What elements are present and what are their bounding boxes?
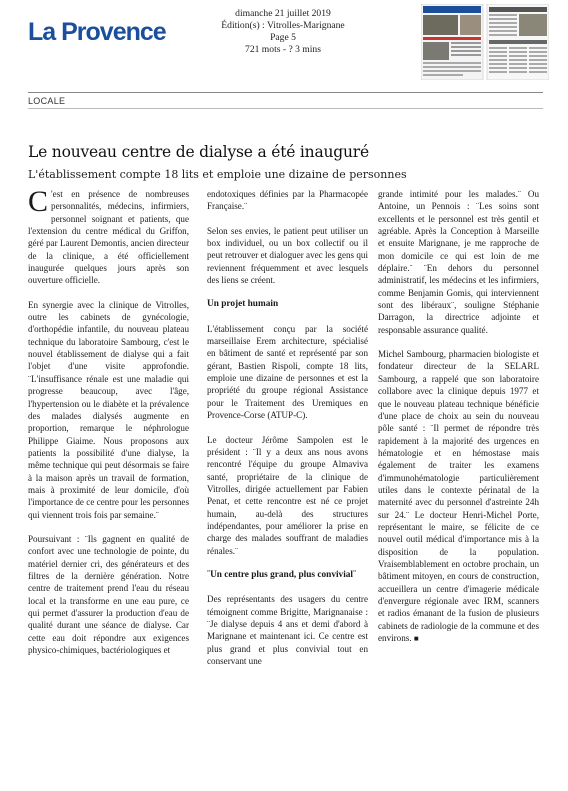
article-subtitle: L'établissement compte 18 lits et emploie une dizaine de personnes	[28, 168, 407, 181]
edition-label: Édition(s) : Vitrolles-Marignane	[221, 20, 345, 31]
publication-date: dimanche 21 juillet 2019	[235, 8, 331, 19]
article-column-3	[378, 188, 539, 645]
article-column-1	[28, 185, 189, 656]
paragraph: Le docteur Jérôme Sampolen est le président : ¨Il y a deux ans nous avons rencontré l'équipe du groupe Almaviva santé, propriétaire de la clinique de Vitrolles, dirigée actuellement par Fabien Penat, et cette rencontre est né ce projet humain, au-delà des structures indépendantes, pour améliorer la prise en charge des malades souffrant de maladies rénales.¨	[207, 434, 368, 556]
paragraph: L'établissement conçu par la société marseillaise Erem architecture, spécialisé en bâtiment de santé et représenté par son gérant, Bastien Rispoli, compte 18 lits, emploie une dizaine de personnes et est la propriété du groupe régional Assistance pour le Traitement des Uremiques en Provence-Corse (ATUP-C).	[207, 323, 368, 421]
section-label: LOCALE	[28, 96, 66, 106]
section-divider	[28, 108, 543, 109]
word-count: 721 mots - ? 3 mins	[245, 44, 321, 55]
page-thumbnail-image	[421, 4, 549, 80]
header-divider	[28, 92, 543, 93]
article-column-2	[207, 188, 368, 667]
intertitle: ¨Un centre plus grand, plus convivial¨	[207, 569, 357, 580]
paragraph: endotoxiques définies par la Pharmacopée Française.¨	[207, 189, 368, 212]
intertitle: Un projet humain	[207, 299, 279, 310]
paragraph: grande intimité pour les malades.¨ Ou Antoine, un Pennois : ¨Les soins sont excellents et le personnel est très gentil et agréable. Après la Conception à Marseille et ensuite Marignane, je me rapproche de mon domicile ce qui est loin de me déplaire.¨ ¨En dehors du personnel administratif, les médecins et les infirmiers, comme Benjamin Gomis, qui interviennent sont des libéraux¨, souligne Stéphanie Darragon, la directrice adjointe et responsable assurance qualité.	[378, 189, 539, 335]
end-mark-icon: ■	[413, 634, 419, 644]
page-number: Page 5	[270, 32, 296, 43]
paragraph: Des représentants des usagers du centre témoignent comme Brigitte, Marignanaise : ¨Je dialyse depuis 4 ans et demi d'abord à Marignane et maintenant ici. Ce centre est plus grand et plus convivial tout en conservant une	[207, 594, 368, 666]
newspaper-logo: La Provence	[28, 18, 166, 46]
paragraph: C 'est en présence de nombreuses personnalités, médecins, infirmiers, personnel soignant et patients, que l'extension du centre médical du Griffon, géré par Laurent Demontis, ancien directeur de la clinique, a été officiellement inaugurée quelques jours après son ouverture officielle.	[28, 185, 189, 286]
paragraph: En synergie avec la clinique de Vitrolles, outre les cabinets de gynécologie, d'orthopédie infantile, du nouveau plateau technique du laboratoire Sambourg, c'est le nouvel établissement de dialyse qui a fait l'objet d'une visite approfondie. ¨L'insuffisance rénale est une maladie qui progresse beaucoup, avec l'âge, l'hypertension ou le diabète et la prévalence des malades dialysés augmente en proportion, remarque le néphrologue Philippe Giaime. Nous proposons aux patients la possibilité d'une dialyse, la même technique qui peut désormais se faire à la maison après un travail de formation, mais à proximité de leur domicile, d'où l'importance de ce centre pour les personnes qui viennent trois fois par semaine.¨	[28, 299, 189, 520]
drop-cap: C	[28, 185, 49, 218]
publication-meta	[218, 8, 348, 56]
paragraph: Poursuivant : ¨Ils gagnent en qualité de confort avec une technologie de pointe, du matériel dernier cri, des générateurs et des filtres de la dernière génération. Notre centre de traitement prend l'eau du réseau local et la transforme en une eau pure, ce qui permet d'assurer la production d'eau de qualité durant une séance de dialyse. Car cette eau doit répondre aux exigences physico-chimiques, bactériologiques et	[28, 533, 189, 656]
paragraph: Selon ses envies, le patient peut utiliser un box individuel, ou un box collectif ou il peut retrouver et dialoguer avec les gens qui reviennent fréquemment et avec lesquels des liens se créent.	[207, 225, 368, 286]
page-thumbnail[interactable]	[421, 4, 549, 80]
article-title: Le nouveau centre de dialyse a été inauguré	[28, 143, 369, 161]
paragraph: Michel Sambourg, pharmacien biologiste et fondateur directeur de la SELARL Sambourg, a rappelé que son laboratoire collabore avec la clinique depuis 1977 et que le nouveau plateau technique bénéficie d'une place de choix au sein du nouveau pôle santé : ¨Il permet de répondre très rapidement à la majorité des urgences en hématologie et en hémostase mais également de traiter les examens d'immunohématologie particulièrement utiles dans le contexte périnatal de la maternité avec du personnel d'astreinte 24h sur 24.¨ Le docteur Henri-Michel Porte, représentant le maire, se félicite de ce nouvel outil médical d'importance mis à la disposition de la population. Vraisemblablement en octobre prochain, un bâtiment mitoyen, en cours de construction, accueillera un centre d'imagerie médicale d'envergure régionale avec IRM, scanners et radios émanant de la fusion de plusieurs cabinets de radiologie de la commune et des environs. ■	[378, 349, 539, 644]
